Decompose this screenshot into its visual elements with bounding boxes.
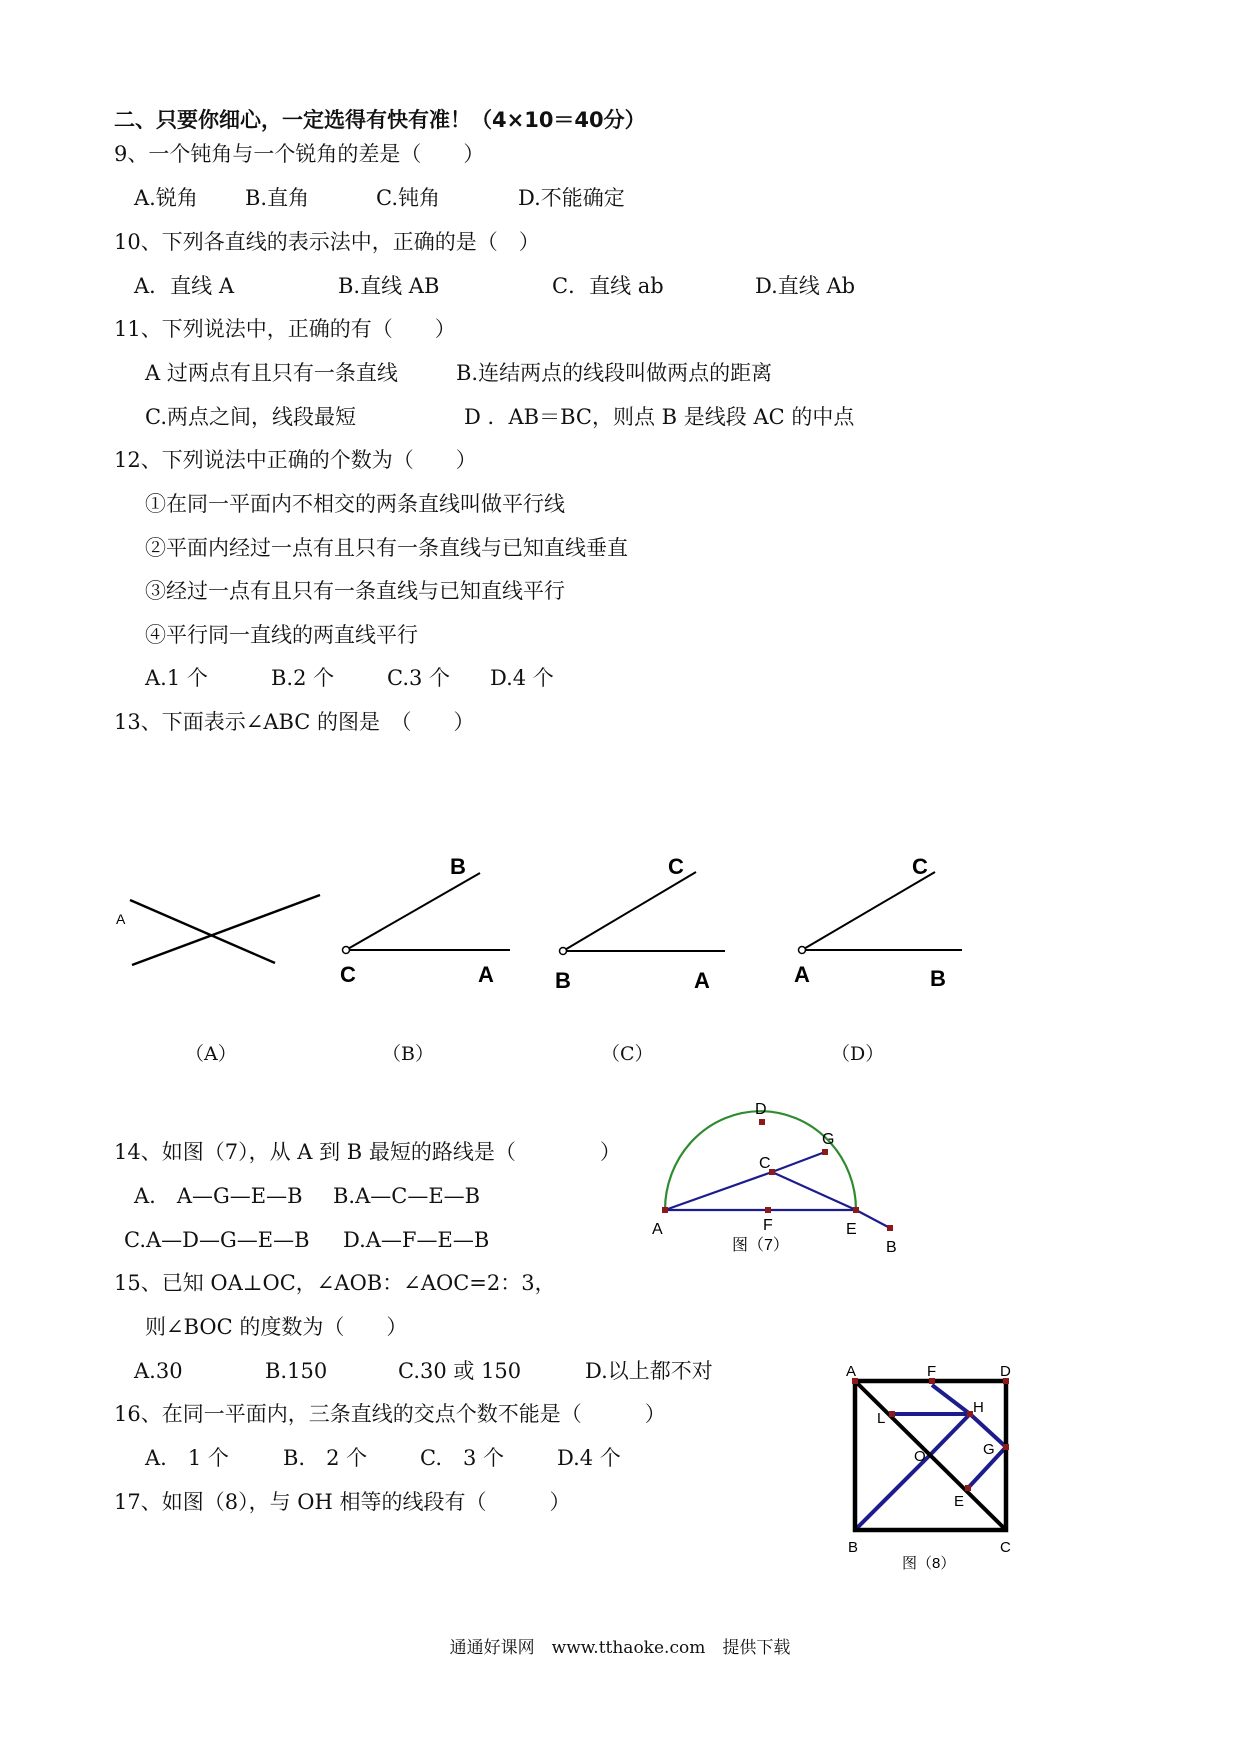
q9-option-b: B.直角 [245, 186, 310, 210]
point-label-a: A [846, 1363, 857, 1380]
point-label-c: C [912, 854, 928, 879]
q10-option-d: D.直线 Ab [755, 274, 856, 298]
point-label-e: E [954, 1493, 965, 1510]
point-d-marker [759, 1119, 765, 1125]
q14-stem: 14、如图（7），从 A 到 B 最短的路线是（ ） [114, 1140, 621, 1164]
point-b-marker [887, 1225, 893, 1231]
q9-option-c: C.钝角 [376, 186, 440, 210]
figure-caption: 图（7） [732, 1237, 789, 1254]
q15-stem-continued: 则∠BOC 的度数为（ ） [145, 1315, 408, 1339]
q14-option-b: B.A—C—E—B [333, 1184, 481, 1208]
q13-figure-d [780, 850, 1000, 1000]
ray-ac [802, 872, 935, 950]
point-label-a: A [694, 968, 710, 993]
q12-option-c: C.3 个 [387, 666, 451, 690]
point-label-f: F [927, 1363, 937, 1380]
q9-option-d: D.不能确定 [518, 186, 625, 210]
point-e-marker [853, 1207, 859, 1213]
point-label-f: F [763, 1217, 773, 1234]
point-label-e: E [846, 1221, 857, 1238]
q13-caption-b: （B） [382, 1043, 434, 1065]
q13-figure-a [110, 880, 330, 990]
q12-statement-1: ①在同一平面内不相交的两条直线叫做平行线 [145, 492, 565, 516]
q12-option-b: B.2 个 [271, 666, 335, 690]
vertex-point [343, 947, 350, 954]
point-g-marker [1003, 1444, 1009, 1450]
q14-option-c: C.A—D—G—E—B [124, 1228, 310, 1252]
q9-option-a: A.锐角 [134, 186, 198, 210]
point-label-l: L [877, 1410, 886, 1427]
q10-stem: 10、下列各直线的表示法中，正确的是（ ） [114, 230, 540, 254]
q10-option-b: B.直线 AB [338, 274, 440, 298]
q11-option-d: D ．AB＝BC，则点 B 是线段 AC 的中点 [464, 405, 855, 429]
page-footer: 通通好课网 www.tthaoke.com 提供下载 [449, 1638, 791, 1658]
q11-stem: 11、下列说法中，正确的有（ ） [114, 317, 456, 341]
q9-stem: 9、一个钝角与一个锐角的差是（ ） [114, 142, 485, 166]
q12-statement-3: ③经过一点有且只有一条直线与已知直线平行 [145, 579, 565, 603]
line-1 [130, 900, 275, 963]
point-label-b: B [450, 854, 466, 879]
line-2 [132, 895, 320, 965]
point-g-marker [822, 1149, 828, 1155]
q11-option-a: A 过两点有且只有一条直线 [145, 361, 398, 385]
point-a-marker [662, 1207, 668, 1213]
segment-ob [855, 1455, 930, 1530]
point-label-b: B [848, 1539, 859, 1556]
point-label-a: A [794, 962, 810, 987]
segment-ac [665, 1172, 772, 1210]
q15-stem: 15、已知 OA⊥OC，∠AOB：∠AOC=2：3， [114, 1271, 556, 1295]
q16-option-d: D.4 个 [557, 1446, 621, 1470]
q15-option-b: B.150 [265, 1359, 328, 1383]
point-label-c: C [668, 854, 684, 879]
point-label-b: B [930, 966, 946, 991]
q16-option-c: C. 3 个 [420, 1446, 505, 1470]
q12-option-d: D.4 个 [490, 666, 554, 690]
q12-stem: 12、下列说法中正确的个数为（ ） [114, 448, 477, 472]
q14-option-d: D.A—F—E—B [343, 1228, 490, 1252]
point-label-g: G [983, 1441, 995, 1458]
point-label-h: H [973, 1399, 984, 1416]
q14-figure-7 [640, 1100, 920, 1270]
q10-option-c: C．直线 ab [552, 274, 664, 298]
q16-option-b: B. 2 个 [283, 1446, 368, 1470]
point-label-a: A [478, 962, 494, 987]
segment-fh [932, 1385, 970, 1414]
q16-stem: 16、在同一平面内，三条直线的交点个数不能是（ ） [114, 1402, 666, 1426]
ray-cb [346, 873, 480, 950]
point-l-marker [889, 1411, 895, 1417]
point-f-marker [765, 1207, 771, 1213]
segment-ho [930, 1414, 970, 1455]
vertex-point [799, 947, 806, 954]
vertex-point [560, 948, 567, 955]
q15-option-a: A.30 [134, 1359, 183, 1383]
segment-eb [856, 1210, 890, 1228]
q13-figure-b [320, 850, 540, 1000]
point-label-b: B [555, 968, 571, 993]
segment-cg [772, 1152, 825, 1172]
section-heading: 二、只要你细心，一定选得有快有准！（4×10＝40分） [114, 108, 646, 132]
point-label-g: G [822, 1131, 835, 1148]
q16-option-a: A. 1 个 [145, 1446, 229, 1470]
figure-caption: 图（8） [902, 1555, 956, 1572]
q12-statement-4: ④平行同一直线的两直线平行 [145, 623, 418, 647]
point-label-d: D [1000, 1363, 1011, 1380]
q14-option-a: A. A—G—E—B [134, 1184, 303, 1208]
q17-figure-8 [830, 1360, 1030, 1590]
point-label-o: O [914, 1448, 926, 1465]
q15-option-d: D.以上都不对 [585, 1359, 713, 1383]
q11-option-b: B.连结两点的线段叫做两点的距离 [456, 361, 773, 385]
point-label-c: C [759, 1155, 771, 1172]
q10-option-a: A．直线 A [134, 274, 235, 298]
q15-option-c: C.30 或 150 [398, 1359, 522, 1383]
point-label-c: C [340, 962, 356, 987]
point-e-marker [965, 1485, 971, 1491]
point-label-b: B [886, 1239, 897, 1256]
q12-statement-2: ②平面内经过一点有且只有一条直线与已知直线垂直 [145, 536, 628, 560]
q13-stem: 13、下面表示∠ABC 的图是 （ ） [114, 710, 475, 734]
ray-bc [563, 872, 696, 951]
point-label-c: C [1000, 1539, 1011, 1556]
segment-ce [772, 1172, 856, 1210]
q17-stem: 17、如图（8），与 OH 相等的线段有（ ） [114, 1490, 571, 1514]
point-label-d: D [755, 1101, 767, 1118]
q12-option-a: A.1 个 [145, 666, 208, 690]
q13-caption-d: （D） [831, 1043, 885, 1065]
point-label-a: A [652, 1221, 663, 1238]
q11-option-c: C.两点之间，线段最短 [145, 405, 356, 429]
q13-caption-a: （A） [185, 1043, 237, 1065]
q13-figure-c [540, 850, 760, 1000]
q13-caption-c: （C） [601, 1043, 654, 1065]
point-label-a: A [116, 911, 126, 927]
